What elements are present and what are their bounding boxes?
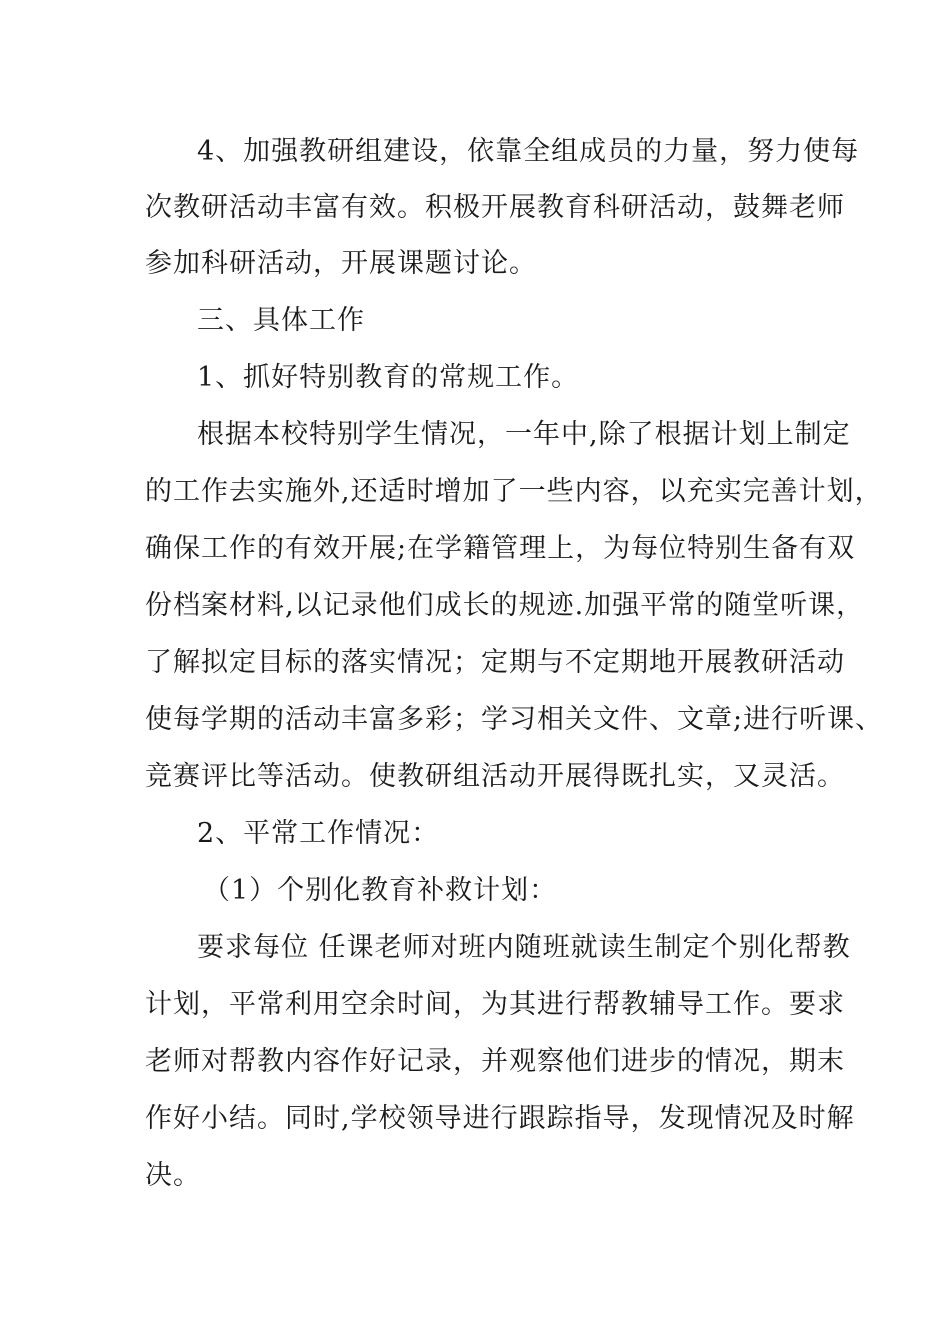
section-heading: 三、具体工作 — [197, 305, 365, 336]
subsection-heading: 2、平常工作情况： — [197, 818, 440, 849]
paragraph-line: 的工作去实施外,还适时增加了一些内容，以充实完善计划， — [145, 476, 883, 507]
paragraph-line: 使每学期的活动丰富多彩；学习相关文件、文章;进行听课、 — [145, 704, 884, 735]
paragraph-line: 确保工作的有效开展;在学籍管理上，为每位特别生备有双 — [145, 533, 856, 564]
paragraph-line: 参加科研活动，开展课题讨论。 — [145, 248, 537, 279]
paragraph-line: 份档案材料,以记录他们成长的规迹.加强平常的随堂听课， — [145, 590, 865, 621]
item-heading: （1）个别化教育补救计划： — [203, 875, 558, 906]
paragraph-line: 决。 — [145, 1160, 201, 1191]
paragraph-line: 次教研活动丰富有效。积极开展教育科研活动，鼓舞老师 — [145, 192, 845, 223]
paragraph-line: 了解拟定目标的落实情况；定期与不定期地开展教研活动 — [145, 647, 845, 678]
paragraph-line: 老师对帮教内容作好记录，并观察他们进步的情况，期末 — [145, 1046, 845, 1077]
paragraph-line: 4、加强教研组建设，依靠全组成员的力量，努力使每 — [197, 136, 860, 167]
paragraph-line: 要求每位 任课老师对班内随班就读生制定个别化帮教 — [197, 932, 851, 963]
paragraph-line: 作好小结。同时,学校领导进行跟踪指导，发现情况及时解 — [145, 1103, 855, 1134]
paragraph-line: 竞赛评比等活动。使教研组活动开展得既扎实，又灵活。 — [145, 761, 845, 792]
paragraph-line: 根据本校特别学生情况，一年中,除了根据计划上制定 — [197, 419, 851, 450]
subsection-heading: 1、抓好特别教育的常规工作。 — [197, 362, 580, 393]
paragraph-line: 计划，平常利用空余时间，为其进行帮教辅导工作。要求 — [145, 989, 845, 1020]
